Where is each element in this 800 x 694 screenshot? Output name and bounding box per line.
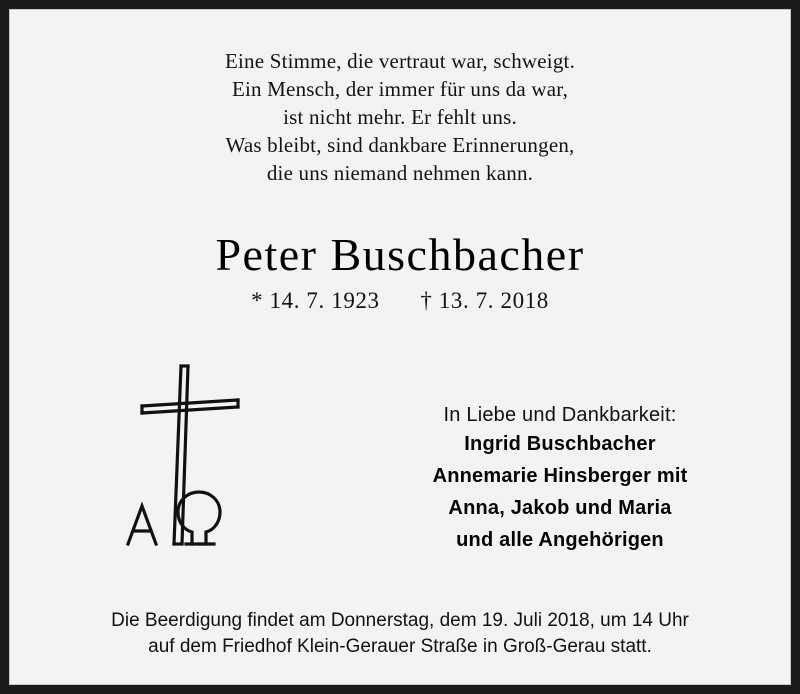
poem-line: Was bleibt, sind dankbare Erinnerungen,: [225, 132, 575, 157]
family-member: Ingrid Buschbacher: [464, 433, 656, 456]
cross-alpha-omega-icon: [126, 354, 276, 569]
poem-line: Ein Mensch, der immer für uns da war,: [231, 76, 569, 101]
poem-block: [36, 48, 764, 188]
death-date: † 13. 7. 2018: [420, 288, 549, 314]
life-dates: [36, 288, 764, 314]
funeral-details: [36, 608, 764, 684]
family-member: Anna, Jakob und Maria: [448, 497, 672, 520]
deceased-name: Peter Buschbacher: [215, 228, 585, 280]
family-lead: In Liebe und Dankbarkeit:: [443, 404, 677, 427]
poem-line: Eine Stimme, die vertraut war, schweigt.: [224, 49, 576, 73]
notice-inner: [9, 9, 791, 685]
poem-line: die uns niemand nehmen kann.: [266, 160, 534, 185]
funeral-line: Die Beerdigung findet am Donnerstag, dem 19. Juli 2018, um 14 Uhr: [111, 609, 689, 631]
middle-section: [36, 348, 764, 607]
family-member: Annemarie Hinsberger mit: [432, 465, 688, 488]
birth-date: * 14. 7. 1923: [251, 288, 380, 314]
poem-line: ist nicht mehr. Er fehlt uns.: [283, 104, 517, 129]
symbol-area: [36, 348, 366, 569]
funeral-line: auf dem Friedhof Klein-Gerauer Straße in Groß-Gerau statt.: [148, 635, 652, 657]
family-block: [366, 348, 764, 555]
family-member: und alle Angehörigen: [456, 529, 664, 552]
